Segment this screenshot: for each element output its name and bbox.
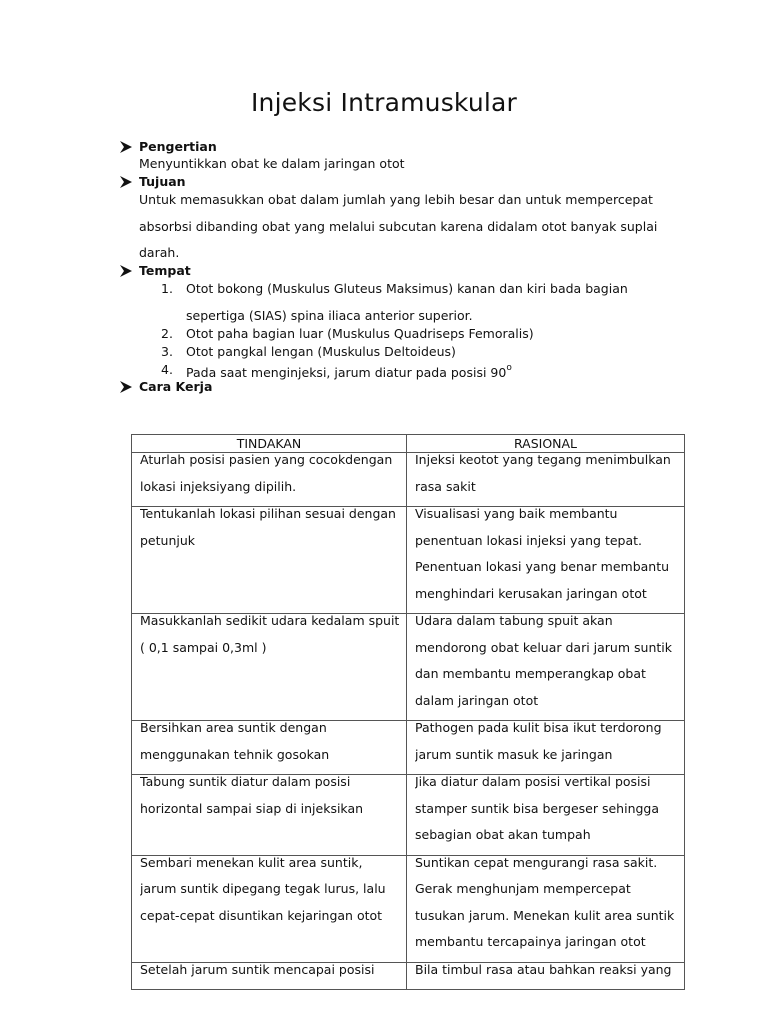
list-item-text-main: Pada saat menginjeksi, jarum diatur pada posisi 90	[186, 365, 507, 381]
cell-line: stamper suntik bisa bergeser sehingga	[415, 800, 660, 816]
table-cell-tindakan	[132, 962, 407, 990]
arrow-bullet-icon	[119, 264, 133, 278]
section-heading-pengertian: Pengertian	[139, 139, 217, 154]
cell-line: Bersihkan area suntik dengan	[140, 720, 327, 735]
arrow-bullet-icon	[119, 140, 133, 154]
table-cell-tindakan	[132, 507, 407, 614]
table-cell-rasional	[407, 962, 685, 990]
cell-line: ( 0,1 sampai 0,3ml )	[140, 639, 267, 655]
cell-line: membantu tercapainya jaringan otot	[415, 934, 646, 949]
cell-line: rasa sakit	[415, 478, 476, 494]
table-cell-tindakan	[132, 721, 407, 775]
cell-line: Penentuan lokasi yang benar membantu	[415, 559, 670, 574]
cell-line: menggunakan tehnik gosokan	[140, 746, 330, 762]
cell-content	[140, 957, 406, 984]
cell-content	[415, 769, 684, 849]
cell-line: Injeksi keotot yang tegang menimbulkan	[415, 452, 671, 467]
cell-content	[140, 608, 406, 661]
procedure-table	[131, 434, 685, 990]
list-item-text: Otot bokong (Muskulus Gluteus Maksimus) kanan dan kiri bada bagian	[186, 281, 628, 296]
cell-line: Jika diatur dalam posisi vertikal posisi	[415, 774, 651, 789]
list-item-text: sepertiga (SIAS) spina iliaca anterior superior.	[186, 308, 473, 323]
cell-content	[415, 501, 684, 607]
table-cell-rasional	[407, 855, 685, 962]
cell-content	[140, 447, 406, 500]
cell-line: Pathogen pada kulit bisa ikut terdorong	[415, 720, 662, 735]
list-number: 4.	[161, 362, 173, 377]
tujuan-line: darah.	[139, 245, 180, 260]
table-cell-rasional	[407, 614, 685, 721]
cell-content	[415, 608, 684, 714]
list-number: 1.	[161, 281, 173, 296]
document-title: Injeksi Intramuskular	[250, 88, 518, 117]
table-row	[132, 855, 685, 962]
table-row	[132, 614, 685, 721]
cell-line: Suntikan cepat mengurangi rasa sakit.	[415, 854, 658, 870]
list-number: 2.	[161, 326, 173, 341]
column-header-rasional: RASIONAL	[407, 435, 685, 453]
list-item-text: Otot paha bagian luar (Muskulus Quadriseps Femoralis)	[186, 326, 534, 341]
arrow-bullet-icon	[119, 175, 133, 189]
arrow-bullet-icon	[119, 380, 133, 394]
cell-content	[140, 501, 406, 554]
table-row	[132, 962, 685, 990]
cell-line: penentuan lokasi injeksi yang tepat.	[415, 532, 643, 548]
cell-line: sebagian obat akan tumpah	[415, 827, 591, 842]
section-heading-tujuan: Tujuan	[139, 174, 186, 189]
cell-line: jarum suntik masuk ke jaringan	[415, 746, 613, 762]
cell-line: lokasi injeksiyang dipilih.	[140, 478, 297, 494]
table-cell-rasional	[407, 721, 685, 775]
table-row	[132, 453, 685, 507]
cell-content	[140, 769, 406, 822]
table-cell-tindakan	[132, 614, 407, 721]
table-row	[132, 721, 685, 775]
cell-line: mendorong obat keluar dari jarum suntik	[415, 639, 672, 655]
table-cell-rasional	[407, 453, 685, 507]
cell-line: Sembari menekan kulit area suntik,	[140, 854, 363, 870]
cell-content	[415, 850, 684, 956]
table-cell-rasional	[407, 775, 685, 856]
cell-line: Aturlah posisi pasien yang cocokdengan	[140, 452, 393, 467]
cell-line: Setelah jarum suntik mencapai posisi	[140, 961, 375, 977]
cell-content	[140, 715, 406, 768]
cell-line: horizontal sampai siap di injeksikan	[140, 800, 364, 816]
section-heading-cara-kerja: Cara Kerja	[139, 379, 213, 394]
cell-line: Bila timbul rasa atau bahkan reaksi yang	[415, 961, 672, 977]
cell-line: jarum suntik dipegang tegak lurus, lalu	[140, 881, 386, 896]
table-cell-rasional	[407, 507, 685, 614]
cell-line: tusukan jarum. Menekan kulit area suntik	[415, 907, 675, 923]
cell-line: cepat-cepat disuntikan kejaringan otot	[140, 907, 383, 923]
cell-line: Visualisasi yang baik membantu	[415, 506, 618, 521]
cell-content	[415, 957, 684, 984]
cell-line: Gerak menghunjam mempercepat	[415, 881, 631, 896]
table-cell-tindakan	[132, 855, 407, 962]
table-cell-tindakan	[132, 453, 407, 507]
tujuan-line: absorbsi dibanding obat yang melalui subcutan karena didalam otot banyak suplai	[139, 219, 658, 234]
cell-line: dalam jaringan otot	[415, 692, 539, 708]
cell-line: Tentukanlah lokasi pilihan sesuai dengan	[140, 506, 396, 521]
tujuan-line: Untuk memasukkan obat dalam jumlah yang lebih besar dan untuk mempercepat	[139, 192, 653, 207]
section-heading-tempat: Tempat	[139, 263, 191, 278]
table-cell-tindakan	[132, 775, 407, 856]
cell-line: dan membantu memperangkap obat	[415, 666, 646, 681]
cell-content	[140, 850, 406, 930]
table-row	[132, 775, 685, 856]
cell-line: Masukkanlah sedikit udara kedalam spuit	[140, 613, 400, 628]
cell-content	[415, 447, 684, 500]
pengertian-text: Menyuntikkan obat ke dalam jaringan otot	[139, 156, 405, 171]
list-number: 3.	[161, 344, 173, 359]
cell-line: petunjuk	[140, 532, 196, 548]
table-row	[132, 507, 685, 614]
list-item-text: Otot pangkal lengan (Muskulus Deltoideus)	[186, 344, 456, 359]
cell-line: Tabung suntik diatur dalam posisi	[140, 774, 351, 789]
degree-superscript: o	[506, 363, 512, 373]
cell-line: Udara dalam tabung spuit akan	[415, 613, 613, 628]
column-header-tindakan: TINDAKAN	[132, 435, 407, 453]
list-item-text	[186, 362, 512, 381]
cell-line: menghindari kerusakan jaringan otot	[415, 585, 647, 601]
cell-content	[415, 715, 684, 768]
